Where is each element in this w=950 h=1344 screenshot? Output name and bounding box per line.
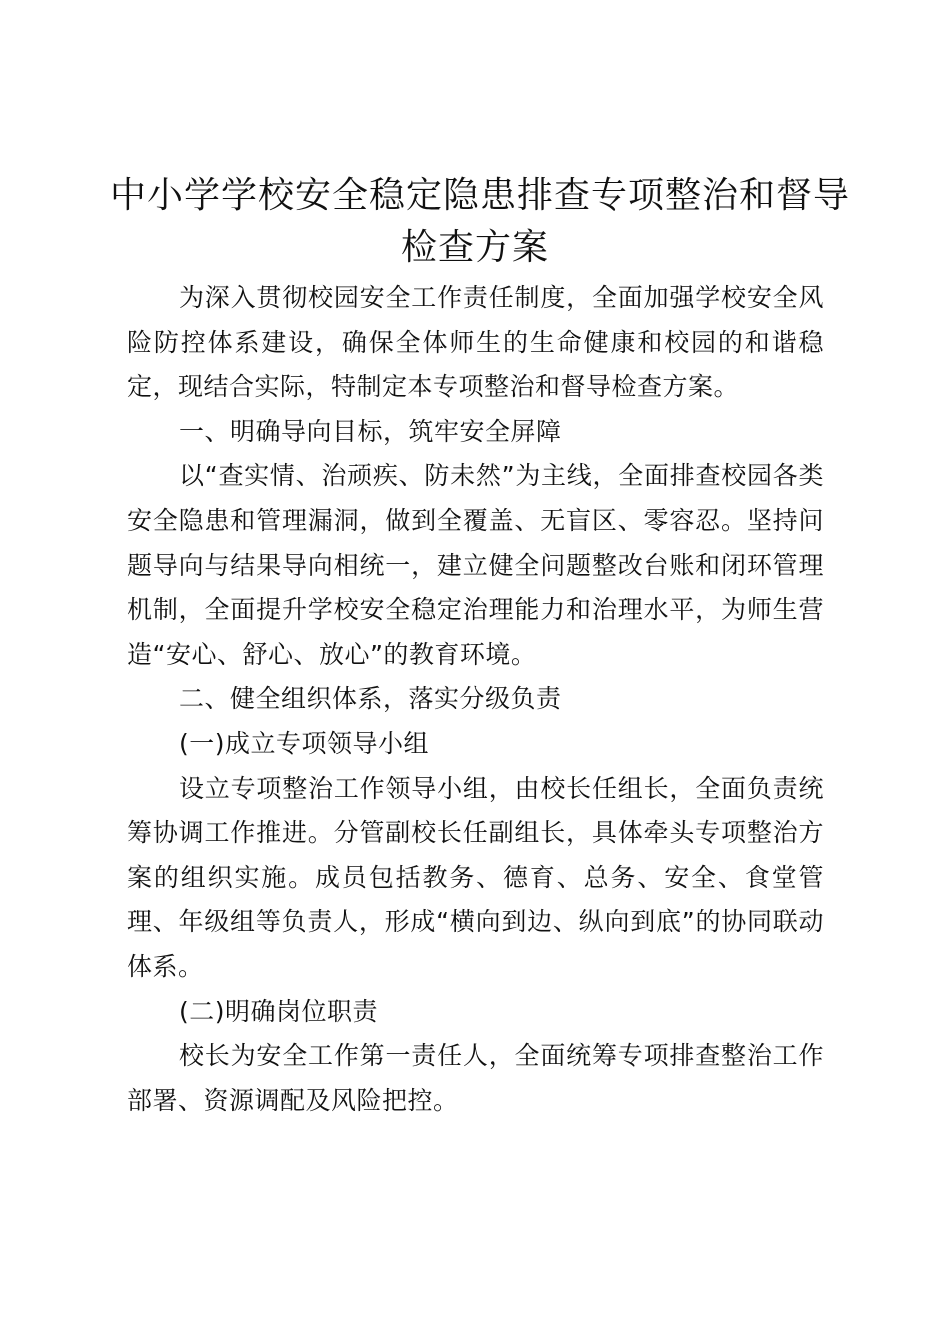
- title-line-2: 检查方案: [400, 227, 549, 268]
- section-1-paragraph: 以“查实情、治顽疾、防未然”为主线，全面排查校园各类安全隐患和管理漏洞，做到全覆盖、无盲区、零容忍。坚持问题导向与结果导向相统一，建立健全问题整改台账和闭环管理机制，全面提升学校安全稳定治理能力和治理水平，为师生营造“安心、舒心、放心”的教育环境。: [127, 461, 824, 669]
- intro-paragraph: 为深入贯彻校园安全工作责任制度，全面加强学校安全风险防控体系建设，确保全体师生的生命健康和校园的和谐稳定，现结合实际，特制定本专项整治和督导检查方案。: [127, 283, 824, 402]
- section-heading-2: 二、健全组织体系，落实分级负责: [179, 684, 562, 714]
- document-body: [127, 276, 824, 1123]
- subsection-heading-1: (一)成立专项领导小组: [179, 728, 430, 758]
- subsection-1-paragraph: 设立专项整治工作领导小组，由校长任组长，全面负责统筹协调工作推进。分管副校长任副组长，具体牵头专项整治方案的组织实施。成员包括教务、德育、总务、安全、食堂管理、年级组等负责人，形成“横向到边、纵向到底”的协同联动体系。: [127, 773, 824, 981]
- subsection-2-paragraph: 校长为安全工作第一责任人，全面统筹专项排查整治工作部署、资源调配及风险把控。: [127, 1041, 824, 1115]
- section-heading-1: 一、明确导向目标，筑牢安全屏障: [179, 416, 562, 446]
- document-title: [110, 170, 851, 274]
- title-line-1: 中小学学校安全稳定隐患排查专项整治和督导: [110, 175, 851, 216]
- subsection-heading-2: (二)明确岗位职责: [179, 996, 379, 1026]
